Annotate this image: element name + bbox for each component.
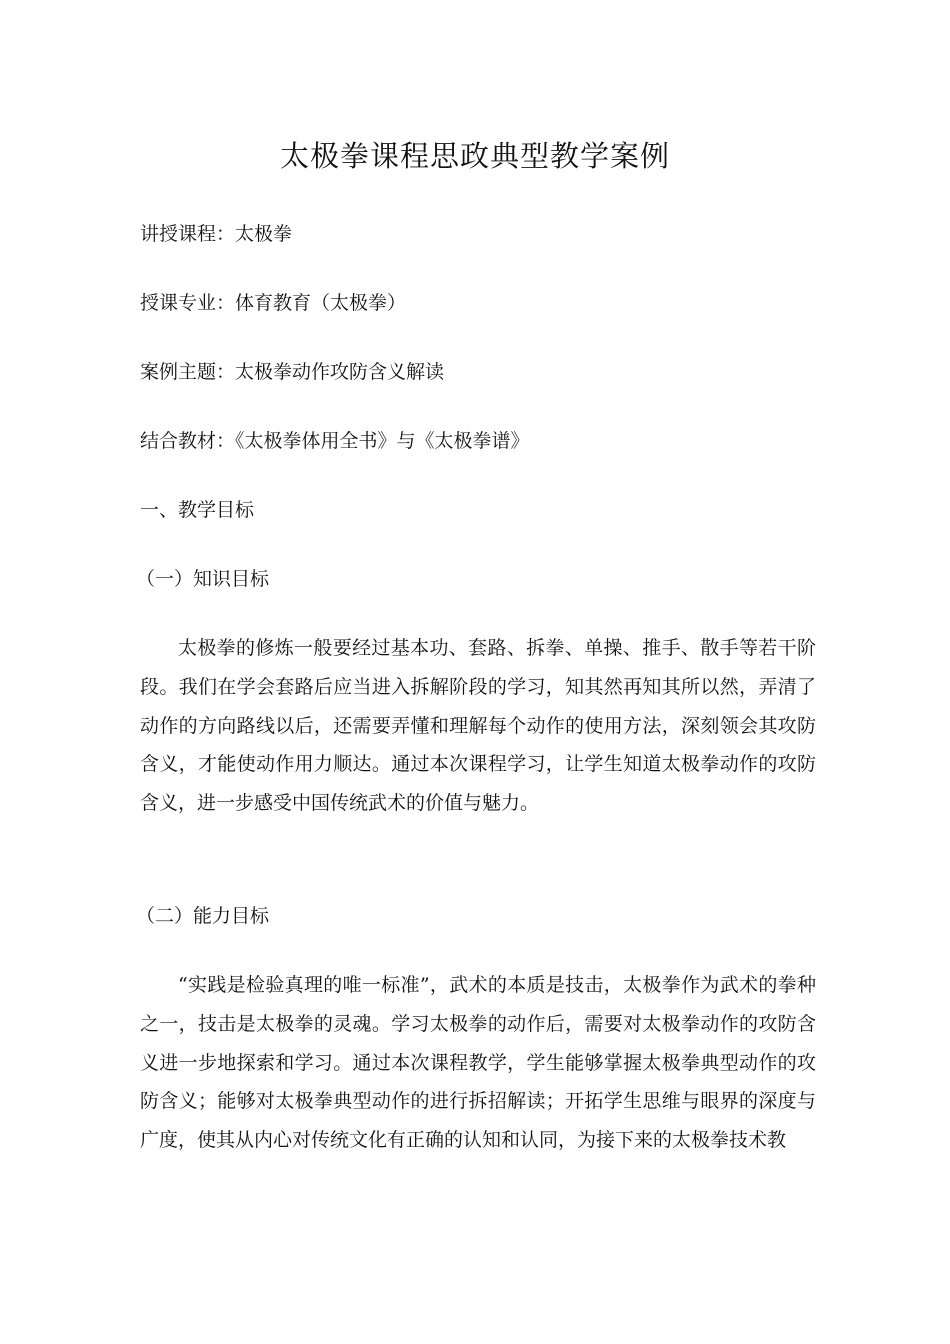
- meta-major-label: 授课专业：: [140, 292, 236, 314]
- paragraph-ability-goals: “实践是检验真理的唯一标准”，武术的本质是技击，太极拳作为武术的拳种之一，技击是太极拳的灵魂。学习太极拳的动作后，需要对太极拳动作的攻防含义进一步地探索和学习。通过本次课程教学，学生能够掌握太极拳典型动作的攻防含义；能够对太极拳典型动作的进行拆招解读；开拓学生思维与眼界的深度与广度，使其从内心对传统文化有正确的认知和认同，为接下来的太极拳技术教: [140, 974, 816, 1152]
- meta-textbook-label: 结合教材：: [140, 430, 236, 452]
- meta-major-value: 体育教育（太极拳）: [235, 292, 407, 314]
- paragraph-knowledge-goals: 太极拳的修炼一般要经过基本功、套路、拆拳、单操、推手、散手等若干阶段。我们在学会套路后应当进入拆解阶段的学习，知其然再知其所以然，弄清了动作的方向路线以后，还需要弄懂和理解每个动作的使用方法，深刻领会其攻防含义，才能使动作用力顺达。通过本次课程学习，让学生知道太极拳动作的攻防含义，进一步感受中国传统武术的价值与魅力。: [140, 637, 816, 815]
- meta-textbook-value: 《太极拳体用全书》与《太极拳谱》: [235, 430, 530, 452]
- meta-course: [140, 219, 840, 249]
- subsection-heading-ability: （二）能力目标: [136, 905, 270, 927]
- meta-course-label: 讲授课程：: [140, 223, 236, 245]
- meta-theme: [140, 357, 840, 387]
- meta-course-value: 太极拳: [235, 223, 293, 245]
- meta-major: [140, 288, 840, 318]
- section-heading-teaching-goals: 一、教学目标: [140, 499, 255, 521]
- meta-textbook: [140, 426, 840, 456]
- subsection-heading-knowledge: （一）知识目标: [136, 568, 270, 590]
- meta-theme-value: 太极拳动作攻防含义解读: [235, 361, 445, 383]
- meta-theme-label: 案例主题：: [140, 361, 236, 383]
- document-title: 太极拳课程思政典型教学案例: [279, 139, 670, 173]
